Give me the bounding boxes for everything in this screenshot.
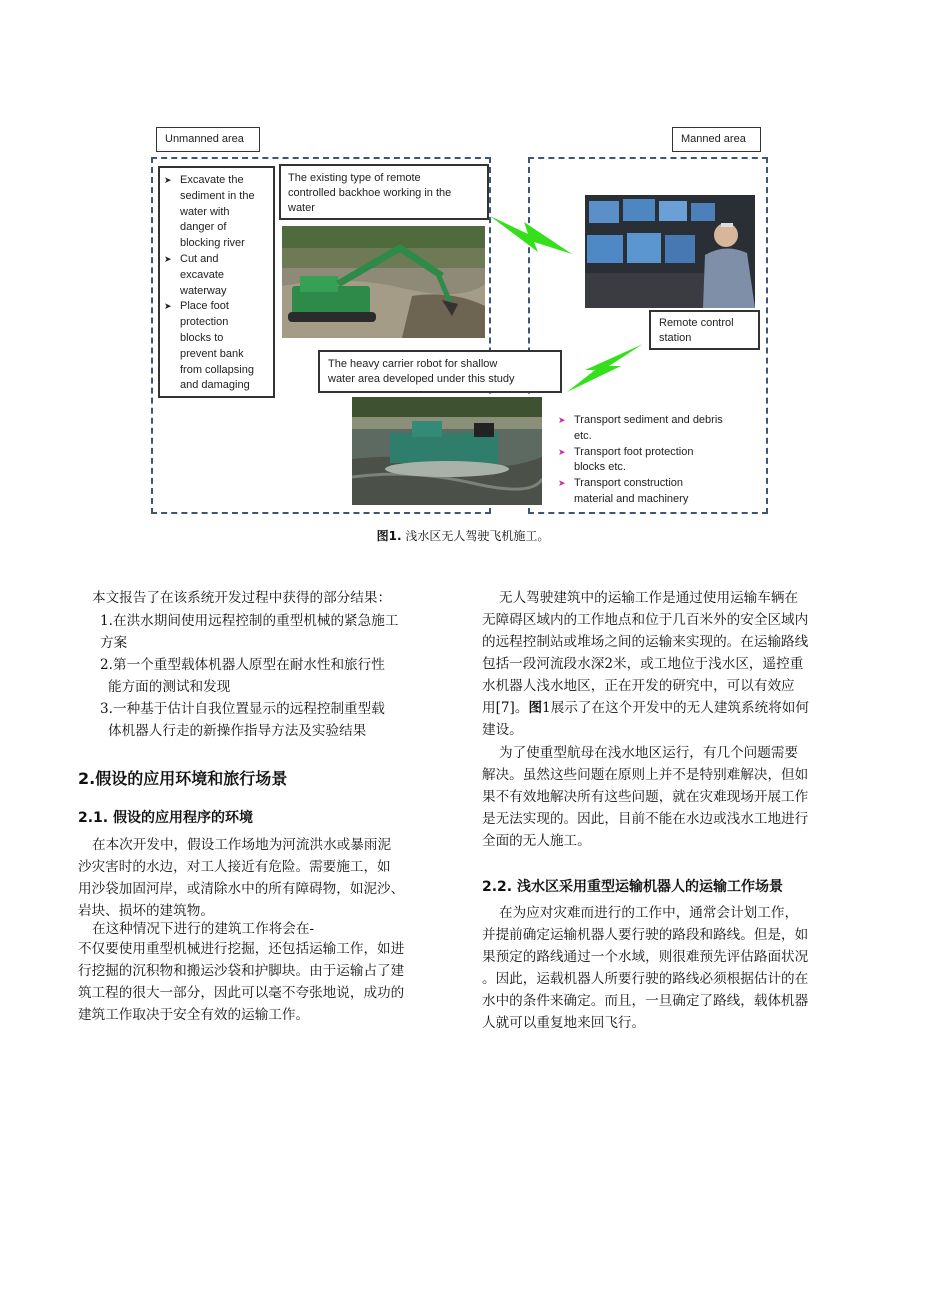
paragraph-line: 。因此，运载机器人所要行驶的路线必须根据估计的在: [482, 971, 809, 987]
list-item-cont: 方案: [100, 635, 128, 651]
paragraph-line: 岩块、损坏的建筑物。: [78, 903, 214, 919]
task-item: ➤ Place foot protection blocks to prevent bank from collapsing and damaging: [164, 299, 269, 394]
arrow-bullet-icon: ➤: [164, 175, 172, 185]
paragraph-line: 包括一段河流段水深2米，或工地位于浅水区，遥控重: [482, 656, 804, 672]
paragraph-line: 果预定的路线通过一个水域，则很难预先评估路面状况: [482, 949, 809, 965]
paragraph-line: 无人驾驶建筑中的运输工作是通过使用运输车辆在: [499, 590, 799, 606]
paragraph-line: 并提前确定运输机器人要行驶的路段和路线。但是，如: [482, 927, 809, 943]
arrow-bullet-icon: ➤: [558, 478, 566, 489]
list-item-cont: 体机器人行走的新操作指导方法及实验结果: [108, 723, 367, 739]
figure-caption-text: 浅水区无人驾驶飞机施工。: [401, 529, 550, 543]
paragraph-line: 建设。: [482, 722, 523, 738]
paragraph-line: 果不有效地解决所有这些问题，就在灾难现场开展工作: [482, 789, 809, 805]
paragraph-line: 在本次开发中，假设工作场地为河流洪水或暴雨泥: [92, 837, 392, 853]
figure-caption-label: 图1.: [376, 529, 402, 543]
arrow-bullet-icon: ➤: [164, 253, 172, 264]
paragraph-line: 在为应对灾难而进行的工作中，通常会计划工作，: [499, 905, 799, 921]
list-item-cont: 能方面的测试和发现: [108, 679, 231, 695]
paragraph-line: 人就可以重复地来回飞行。: [482, 1015, 646, 1031]
paragraph-line: 为了使重型航母在浅水地区运行，有几个问题需要: [499, 745, 799, 761]
paragraph-line: 是无法实现的。因此，目前不能在水边或浅水工地进行: [482, 811, 809, 827]
intro-paragraph: 本文报告了在该系统开发过程中获得的部分结果：: [92, 590, 392, 606]
paragraph-line: 全面的无人施工。: [482, 833, 591, 849]
unmanned-area-label: Unmanned area: [156, 127, 260, 152]
subsection-heading: 2.1. 假设的应用程序的环境: [78, 810, 253, 826]
paragraph-line: 的远程控制站或堆场之间的运输来实现的。在运输路线: [482, 634, 809, 650]
paragraph-line: 行挖掘的沉积物和搬运沙袋和护脚块。由于运输占了建: [78, 963, 405, 979]
task-item: ➤ Transport sediment and debris etc.: [558, 413, 763, 445]
task-item: ➤ Transport foot protection blocks etc.: [558, 445, 763, 477]
manned-area-label: Manned area: [672, 127, 761, 152]
paragraph-line: 用沙袋加固河岸，或清除水中的所有障碍物，如泥沙、: [78, 881, 405, 897]
citation-text: 用[7]。: [482, 700, 529, 716]
paragraph-line: 水中的条件来确定。而且，一旦确定了路线，载体机器: [482, 993, 809, 1009]
arrow-bullet-icon: ➤: [558, 415, 566, 425]
task-item: ➤ Excavate the sediment in the water with danger of blocking river: [164, 173, 269, 252]
remote-station-label: Remote control station: [649, 310, 760, 350]
right-column: [463, 0, 926, 1309]
paragraph-line: 不仅要使用重型机械进行挖掘，还包括运输工作，如进: [78, 941, 405, 957]
list-item: 2.第一个重型载体机器人原型在耐水性和旅行性: [100, 657, 385, 673]
paragraph-line: [482, 697, 809, 720]
section-heading: 2.假设的应用环境和旅行场景: [78, 769, 288, 788]
list-item: 1.在洪水期间使用远程控制的重型机械的紧急施工: [100, 613, 399, 629]
paragraph-line: 在这种情况下进行的建筑工作将会在-: [92, 921, 315, 937]
task-item: ➤ Cut and excavate waterway: [164, 252, 269, 299]
paragraph-line: 筑工程的很大一部分，因此可以毫不夸张地说，成功的: [78, 985, 405, 1001]
paragraph-text: 1展示了在这个开发中的无人建筑系统将如何: [542, 700, 809, 716]
paragraph-line: 水机器人浅水地区，正在开发的研究中，可以有效应: [482, 678, 795, 694]
paragraph-line: 解决。虽然这些问题在原则上并不是特别难解决，但如: [482, 767, 809, 783]
backhoe-label: The existing type of remote controlled backhoe working in the water: [279, 164, 489, 220]
carrier-robot-label: The heavy carrier robot for shallow water area developed under this study: [318, 350, 562, 393]
subsection-heading: 2.2. 浅水区采用重型运输机器人的运输工作场景: [482, 879, 783, 895]
paragraph-line: 沙灾害时的水边，对工人接近有危险。需要施工，如: [78, 859, 391, 875]
figure-reference-link[interactable]: 图: [528, 700, 543, 716]
paragraph-line: 无障碍区域内的工作地点和位于几百米外的安全区域内: [482, 612, 809, 628]
paragraph-line: 建筑工作取决于安全有效的运输工作。: [78, 1007, 310, 1023]
task-item: ➤ Transport construction material and machinery: [558, 476, 763, 508]
list-item: 3.一种基于估计自我位置显示的远程控制重型载: [100, 701, 385, 717]
arrow-bullet-icon: ➤: [164, 301, 172, 312]
arrow-bullet-icon: ➤: [558, 446, 566, 457]
